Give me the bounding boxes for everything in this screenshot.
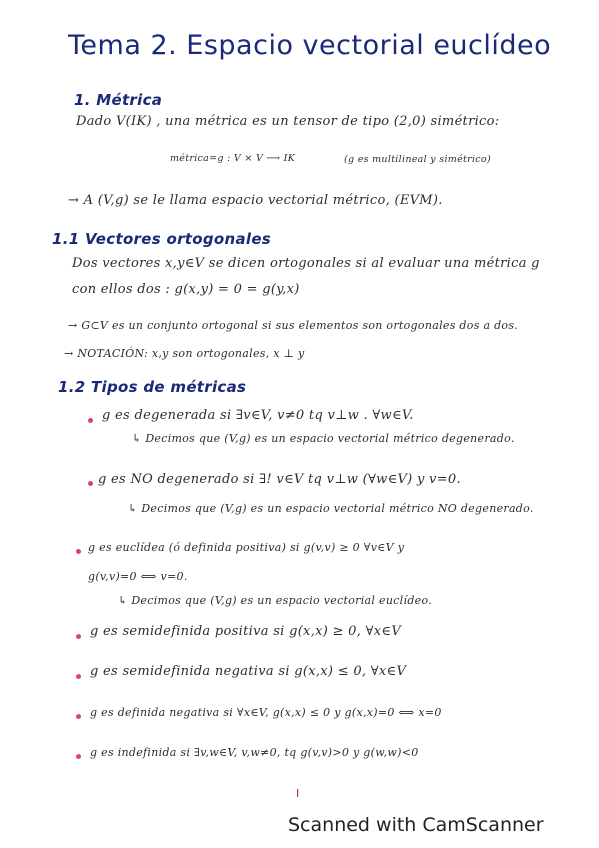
text-line: → A (V,g) se le llama espacio vectorial métrico, (EVM).: [68, 193, 443, 208]
text-cursor-mark: I: [296, 787, 300, 800]
list-item: g es indefinida si ∃v,w∈V, v,w≠0, tq g(v,v)>0 y g(w,w)<0: [90, 746, 419, 759]
section-heading-metrica: 1. Métrica: [74, 91, 163, 109]
bullet-icon: [76, 549, 81, 554]
camscanner-watermark: Scanned with CamScanner: [288, 814, 544, 836]
bullet-icon: [76, 714, 81, 719]
page-title: Tema 2. Espacio vectorial euclídeo: [68, 30, 552, 61]
list-item: g es NO degenerado si ∃! v∈V tq v⊥w (∀w∈V) y v=0.: [98, 472, 461, 487]
list-item: g es degenerada si ∃v∈V, v≠0 tq v⊥w . ∀w∈V.: [102, 408, 414, 423]
list-item: g es definida negativa si ∀x∈V, g(x,x) ≤ 0 y g(x,x)=0 ⟺ x=0: [90, 706, 442, 719]
list-item-cont: g(v,v)=0 ⟺ v=0.: [88, 570, 188, 583]
bullet-icon: [88, 418, 93, 423]
list-item: g es semidefinida positiva si g(x,x) ≥ 0, ∀x∈V: [90, 624, 402, 639]
bullet-icon: [88, 481, 93, 486]
section-heading-tipos: 1.2 Tipos de métricas: [58, 378, 247, 396]
formula-note: (g es multilineal y simétrico): [344, 154, 491, 165]
bullet-icon: [76, 634, 81, 639]
list-item: g es euclídea (ó definida positiva) si g(v,v) ≥ 0 ∀v∈V y: [88, 541, 405, 554]
list-item-sub: ↳ Decimos que (V,g) es un espacio vectorial métrico degenerado.: [132, 432, 515, 445]
text-line: con ellos dos : g(x,y) = 0 = g(y,x): [72, 282, 300, 297]
list-item-sub: ↳ Decimos que (V,g) es un espacio vectorial métrico NO degenerado.: [128, 502, 534, 515]
bullet-icon: [76, 754, 81, 759]
list-item-sub: ↳ Decimos que (V,g) es un espacio vectorial euclídeo.: [118, 594, 433, 607]
section-heading-ortogonales: 1.1 Vectores ortogonales: [52, 230, 272, 248]
bullet-icon: [76, 674, 81, 679]
formula-metrica: métrica=g : V × V ⟶ IK: [170, 153, 296, 164]
text-line: → G⊂V es un conjunto ortogonal si sus elementos son ortogonales dos a dos.: [68, 319, 519, 332]
notation-line: → NOTACIÓN: x,y son ortogonales, x ⊥ y: [64, 347, 305, 360]
list-item: g es semidefinida negativa si g(x,x) ≤ 0, ∀x∈V: [90, 664, 407, 679]
text-line: Dos vectores x,y∈V se dicen ortogonales si al evaluar una métrica g: [72, 256, 540, 271]
text-line: Dado V(IK) , una métrica es un tensor de tipo (2,0) simétrico:: [76, 114, 500, 129]
